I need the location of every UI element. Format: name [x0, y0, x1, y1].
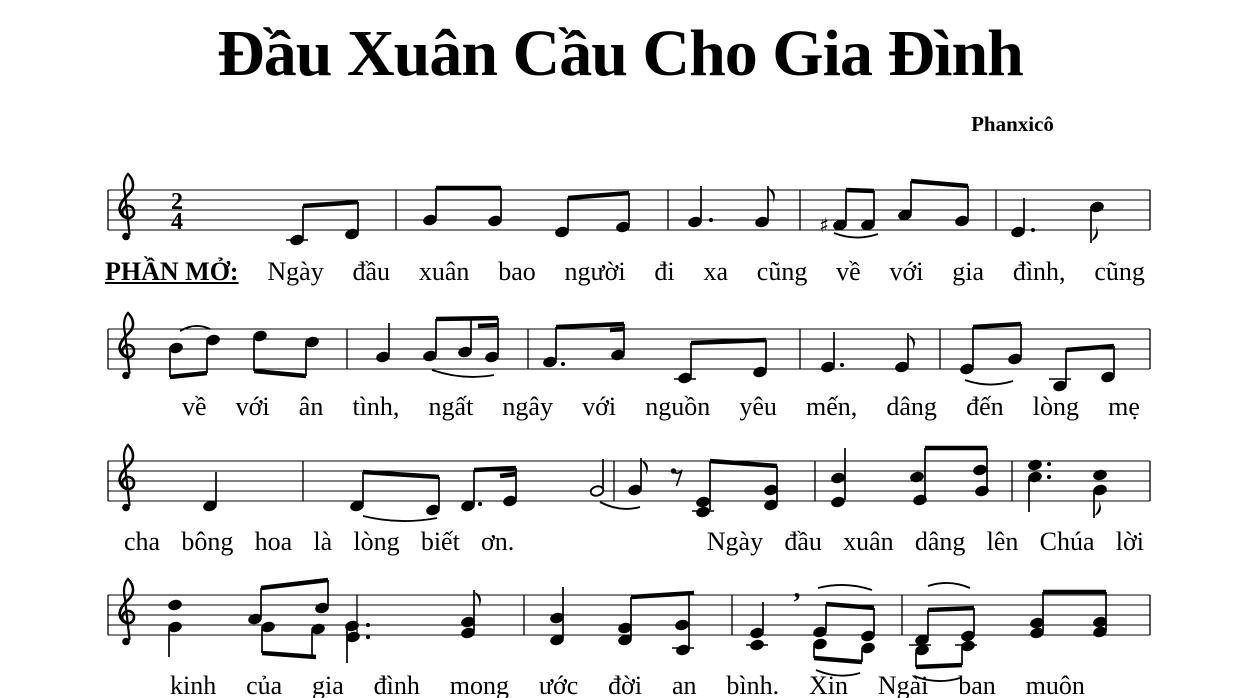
lyric-word: lòng	[353, 527, 400, 556]
eighth-flag	[1094, 501, 1101, 518]
slur	[928, 583, 970, 588]
sharp-icon: ♯	[819, 213, 829, 237]
lyric-word: đình	[373, 671, 420, 698]
song-title: Đầu Xuân Cầu Cho Gia Đình	[217, 17, 1023, 90]
slur	[600, 502, 640, 509]
staff-system-3	[108, 445, 1150, 521]
staff-system-2	[108, 313, 1150, 392]
lyric-word: cha	[124, 527, 161, 556]
note-head	[831, 472, 846, 484]
slur	[432, 370, 494, 377]
lyric-word: lòng	[1032, 392, 1079, 421]
lyric-word: muôn	[1025, 671, 1085, 698]
slur	[834, 233, 878, 238]
time-signature: 2	[171, 189, 183, 215]
lyric-word: lời	[1115, 527, 1144, 556]
slur	[818, 585, 872, 590]
lyric-word: ước	[538, 671, 579, 698]
lyric-word: yêu	[739, 392, 777, 421]
slur	[965, 380, 1013, 385]
lyric-word: Ngày	[267, 257, 324, 286]
lyric-word: mến,	[806, 392, 858, 421]
lyric-word: gia	[952, 257, 985, 286]
lyric-word: người	[564, 257, 626, 286]
lyric-word: kinh	[170, 671, 217, 698]
lyric-word: đến	[966, 392, 1004, 421]
lyric-word: xuân	[843, 527, 894, 556]
lyric-word: bao	[498, 257, 536, 286]
lyric-word: đầu	[352, 257, 391, 286]
lyrics-line-4	[170, 671, 1085, 698]
lyric-word: ân	[298, 392, 324, 421]
eighth-flag	[1091, 226, 1098, 243]
note-head	[750, 639, 765, 651]
lyric-word: biết	[420, 527, 460, 556]
section-label: PHẦN MỞ:	[105, 257, 239, 286]
lyric-word: là	[313, 527, 333, 556]
lyric-word: về	[182, 392, 207, 421]
lyrics-line-3	[124, 527, 1144, 557]
lyric-word: đình,	[1012, 257, 1066, 286]
lyric-word: mong	[449, 671, 509, 698]
note-head	[168, 599, 183, 611]
eighth-flag	[908, 333, 915, 350]
lyric-word: với	[582, 392, 617, 421]
lyric-word: dâng	[914, 527, 966, 556]
lyric-word: với	[889, 257, 924, 286]
lyric-word: gia	[312, 671, 344, 698]
lyric-word: Chúa	[1039, 527, 1095, 556]
lyric-word: xa	[703, 257, 728, 286]
lyric-word: lên	[986, 527, 1019, 556]
lyric-word: ban	[958, 671, 996, 698]
lyric-word: hoa	[254, 527, 293, 556]
half-note-head	[590, 485, 605, 497]
lyric-word: tình,	[352, 392, 400, 421]
lyric-word: Ngày	[706, 527, 764, 556]
note-head	[696, 506, 711, 518]
lyric-word: xuân	[418, 257, 470, 286]
staff-system-4	[108, 573, 1150, 681]
time-signature: 4	[171, 209, 183, 235]
lyrics-line-2	[182, 392, 1140, 422]
lyric-word: bình.	[726, 671, 780, 698]
note-head	[696, 496, 711, 508]
breath-mark: ,	[793, 573, 801, 604]
lyric-word: mẹ	[1108, 392, 1140, 421]
lyric-word: về	[836, 257, 861, 286]
lyric-word: ngất	[428, 392, 474, 421]
lyric-word: Xin	[808, 671, 848, 698]
lyric-word: ngây	[502, 392, 553, 421]
note-head	[831, 496, 846, 508]
staff-system-1	[108, 174, 1150, 246]
lyric-word: đời	[608, 671, 643, 698]
lyric-word: cũng	[756, 257, 808, 286]
lyric-word: cũng	[1094, 257, 1145, 286]
slur	[363, 516, 437, 521]
lyric-word: an	[671, 671, 697, 698]
note-head	[973, 464, 988, 476]
lyric-word: Ngài	[877, 671, 929, 698]
note-head	[675, 619, 690, 631]
composer-name: Phanxicô	[971, 112, 1054, 136]
lyric-word: bông	[181, 527, 234, 556]
lyric-word: của	[246, 671, 283, 698]
lyric-word: ơn.	[481, 527, 515, 556]
lyric-word: dâng	[886, 392, 937, 421]
lyrics-line-1	[105, 257, 1145, 287]
lyric-word: đi	[654, 257, 675, 286]
lyric-word: đầu	[784, 527, 822, 556]
lyric-word: nguồn	[645, 392, 711, 421]
lyric-word: với	[235, 392, 270, 421]
